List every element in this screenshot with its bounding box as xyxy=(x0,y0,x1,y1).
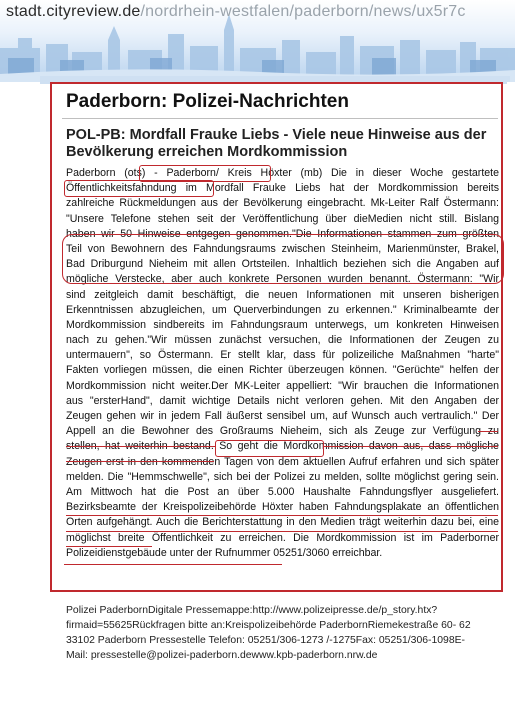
article-line: aus "ersterHand", damit wichtige Details nicht verloren gehen. Mit den Angaben der xyxy=(66,394,499,407)
article-line: untermauern", so Östermann. Er stellt klar, dass für polizeiliche Maßnahmen "harte" xyxy=(66,349,499,362)
article-line: Bad Driburgund Nieheim mit allen Ortsteilen. Inhaltlich beziehen sich die Angaben auf xyxy=(66,258,499,271)
article-line: Zeugen erst in den kommenden Tagen von dem aktuellen Aufruf erfahren und sich später xyxy=(66,455,499,468)
article-line: melden. Die "Hemmschwelle", sich bei der Polizei zu melden, sollte möglichst gering sein. xyxy=(66,470,499,483)
article-line: zahlreiche Rückmeldungen aus der Bevölkerung eingebracht. Mk-Leiter Ralf Östermann: xyxy=(66,197,499,210)
article-line: "Unsere Telefone stehen seit der Veröffentlichung über dieMedien nicht still. Bislang xyxy=(66,212,499,225)
article-line: Am Mittwoch hat die Post an über 5.000 Haushalte Fahndungsflyer ausgeliefert. xyxy=(66,485,499,498)
article-line: Teil von Bewohnern des Fahndungsraums zwischen Steinheim, Marienmünster, Brakel, xyxy=(66,242,499,255)
article-line: Appell an die Bewohner des Großraums Nieheim, sich als Zeuge zur Verfügung zu xyxy=(66,425,499,438)
page-title: Paderborn: Polizei-Nachrichten xyxy=(66,91,349,112)
article-line: sind zeitgleich damit beschäftigt, die neuen Informationen mit unseren bisherigen xyxy=(66,288,499,301)
footer-line: Mail: pressestelle@polizei-paderborn.dewww.kpb-paderborn.nrw.de xyxy=(66,650,378,661)
article-line: Polizeidienstgebäude unter der Rufnummer 05251/3060 erreichbar. xyxy=(66,546,383,559)
article-line: möglichst breite Öffentlichkeit zu erreichen. Die Mordkommission ist im Paderborner xyxy=(66,531,499,544)
article-line: Öffentlichkeitsfahndung im Mordfall Frauke Liebs hat der Mordkommission bereits xyxy=(66,182,499,195)
scrollbar[interactable] xyxy=(507,82,515,710)
city-skyline-banner xyxy=(0,0,515,82)
article-body xyxy=(66,166,499,561)
article-line: Orten aufgehängt. Auch die Berichterstattung in den Medien trägt weiterhin dazu bei, eine xyxy=(66,516,499,529)
footer-line: 33102 Paderborn Pressestelle Telefon: 05251/306-1273 /-1275Fax: 05251/306-1098E- xyxy=(66,635,465,646)
article-line: Zeugen gehen wir in jedem Fall äußerst sensibel um, auf Wunsch auch vertraulich." Der xyxy=(66,410,499,422)
article-line: Mordkommission sindbereits im Fahndungsraum unterwegs, um konkreten Hinweisen xyxy=(66,318,499,331)
article-line: mögliche Verstecke, aber auch konkrete Personen wurden benannt. Östermann: "Wir xyxy=(66,273,499,286)
press-contact-footer xyxy=(66,603,496,663)
article-line: Fakten vorliegen müssen, die einen Richter überzeugen können. "Gerüchte" helfen der xyxy=(66,364,499,377)
site-domain: stadt.cityreview.de xyxy=(6,3,141,20)
article-line: Mordkommission nicht weiter.Der MK-Leiter appelliert: "Wir brauchen die Informationen xyxy=(66,379,499,392)
article-line: Erkenntnissen abzugleichen, um Querverbindungen zu erkennen." Kriminalbeamte der xyxy=(66,303,499,316)
footer-line: firmaid=55625Rückfragen bitte an:Kreispolizeibehörde PaderbornRiemekestraße 60- 62 xyxy=(66,620,471,631)
article-line: nach zu gehen."Wir müssen zunächst versuchen, die Informationen der Zeugen zu xyxy=(66,334,499,347)
site-url[interactable] xyxy=(6,3,466,21)
title-divider xyxy=(62,118,498,119)
article-line: haben wir 50 Hinweise entgegen genommen."Die Informationen stammen zum größten xyxy=(66,227,499,240)
article-line: Bezirksbeamte der Kreispolizeibehörde Höxter haben Fahndungsplakate an öffentlichen xyxy=(66,501,499,514)
article-line: Paderborn (ots) - Paderborn/ Kreis Höxter (mb) Die in dieser Woche gestartete xyxy=(66,167,499,179)
article-line: stellen, hat weiterhin bestand. So geht die Mordkommission davon aus, dass mögliche xyxy=(66,440,499,453)
article-headline: POL-PB: Mordfall Frauke Liebs - Viele neue Hinweise aus der Bevölkerung erreichen Mordkommission xyxy=(66,127,487,160)
footer-line: Polizei PaderbornDigitale Pressemappe:http://www.polizeipresse.de/p_story.htx? xyxy=(66,605,438,616)
site-path: /nordrhein-westfalen/paderborn/news/ux5r7c xyxy=(140,3,466,20)
